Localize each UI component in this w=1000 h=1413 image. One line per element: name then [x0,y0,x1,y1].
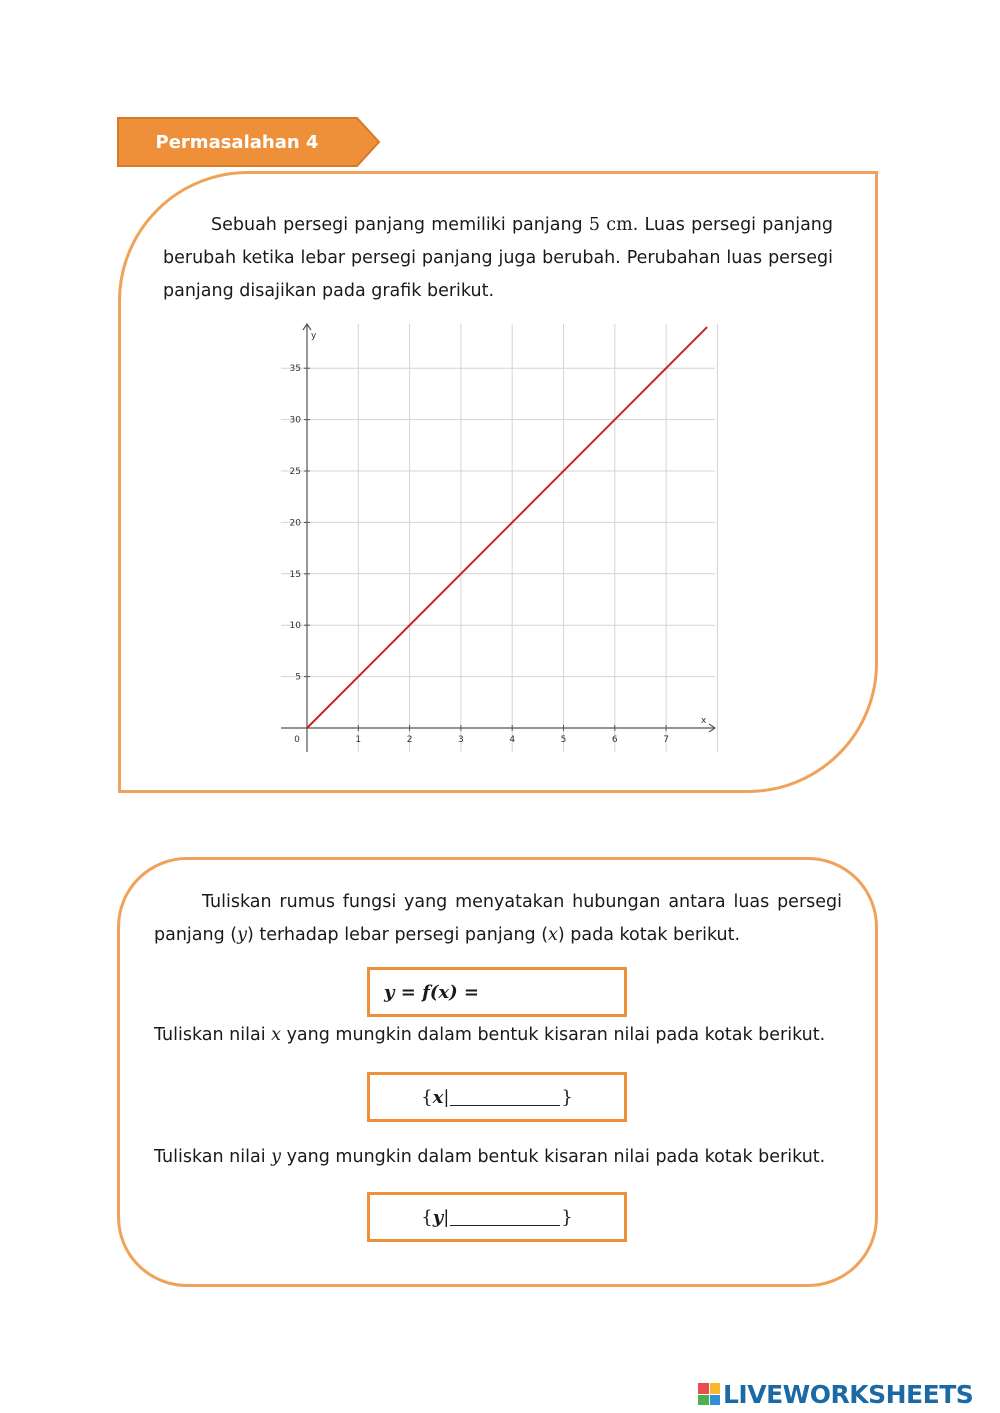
series-line [307,327,707,728]
y-range-answer-box[interactable] [367,1192,627,1242]
logo-icon [698,1383,720,1405]
function-label: y = f(x) = [384,981,479,1003]
task-intro-b: ) terhadap lebar persegi panjang ( [247,925,549,945]
logo-text: LIVEWORKSHEETS [723,1379,974,1409]
y-range-blank[interactable] [450,1209,560,1226]
x-tick-label: 6 [611,735,618,745]
y-range-question [154,1147,825,1167]
q2-var: x [271,1025,282,1045]
q2-text-a: Tuliskan nilai [154,1025,272,1045]
x-tick-label: 0 [294,735,300,745]
brace-open: { [421,1086,433,1108]
x-tick-label: 7 [663,735,669,745]
length-value: 5 cm [588,215,633,235]
q3-text-b: yang mungkin dalam bentuk kisaran nilai pada kotak berikut. [281,1147,826,1167]
x-tick-label: 1 [355,735,362,745]
y-tick-label: 10 [289,621,301,632]
y-tick-label: 35 [289,364,301,375]
set-bar: | [443,1086,450,1108]
task-intro-c: ) pada kotak berikut. [557,925,741,945]
area-chart [275,320,725,760]
brace-close: } [561,1206,573,1228]
brace-open: { [421,1206,433,1228]
q2-text-b: yang mungkin dalam bentuk kisaran nilai pada kotak berikut. [281,1025,826,1045]
problem-text-b: . Luas persegi panjang berubah ketika lebar persegi panjang juga berubah. Perubahan luas persegi panjang disajikan pada grafik berikut. [163,215,833,301]
problem-tag [117,117,381,167]
q3-var: y [271,1147,282,1167]
set-bar: | [443,1206,450,1228]
set-var-x: x [432,1086,444,1108]
problem-text [163,209,833,308]
y-axis-label: y [311,331,317,341]
q3-text-a: Tuliskan nilai [154,1147,272,1167]
function-answer-box[interactable] [367,967,627,1017]
y-tick-label: 15 [289,569,301,580]
var-x: x [548,925,558,945]
x-tick-label: 3 [458,735,464,745]
x-range-answer-box[interactable] [367,1072,627,1122]
x-tick-label: 5 [560,735,567,745]
x-axis-label: x [701,716,707,726]
set-var-y: y [432,1206,444,1228]
y-tick-label: 25 [289,467,301,477]
problem-text-a: Sebuah persegi panjang memiliki panjang [211,215,589,235]
brace-close: } [561,1086,573,1108]
var-y: y [237,925,247,945]
task-intro-a: Tuliskan rumus fungsi yang menyatakan hubungan antara luas persegi panjang ( [154,892,842,945]
task-intro [154,886,842,952]
y-tick-label: 20 [289,518,301,529]
tag-label: Permasalahan 4 [155,131,319,153]
x-range-question [154,1025,825,1045]
x-tick-label: 4 [509,735,516,745]
x-tick-label: 2 [406,735,413,745]
y-tick-label: 30 [289,415,301,426]
y-tick-label: 5 [295,672,301,683]
x-range-blank[interactable] [450,1089,560,1106]
liveworksheets-logo [698,1376,973,1412]
